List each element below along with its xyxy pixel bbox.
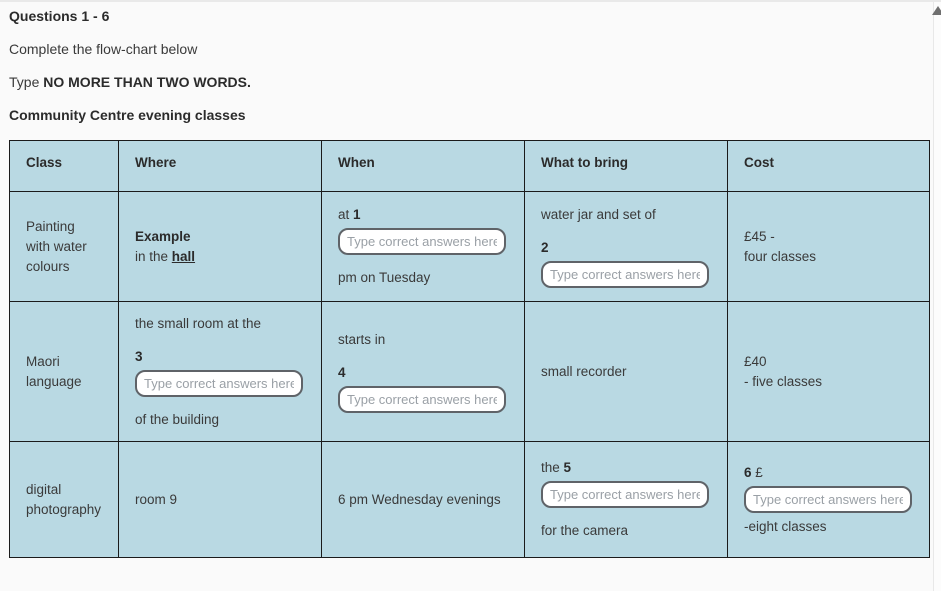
instruction-complete: Complete the flow-chart below (9, 41, 198, 57)
example-answer-line: in the hall (135, 248, 196, 264)
scrollbar-track[interactable] (933, 2, 941, 591)
table-row (10, 302, 930, 442)
answer-input-q1[interactable] (338, 228, 506, 255)
word-limit-prefix: Type (9, 74, 44, 90)
cell-r1-when (322, 192, 525, 302)
table-row (10, 442, 930, 558)
cell-r1-where (119, 192, 322, 302)
cell-r1-bring (525, 192, 728, 302)
intro-section (9, 8, 932, 124)
question-3-text: the small room at the (135, 315, 262, 331)
col-header-what-to-bring: What to bring (525, 141, 728, 192)
when-text: 6 pm Wednesday evenings (338, 491, 501, 507)
cell-r3-class (10, 442, 119, 558)
example-label: Example (135, 228, 191, 244)
answer-input-q6[interactable] (744, 486, 912, 513)
col-header-cost: Cost (728, 141, 930, 192)
currency-symbol: £ (751, 464, 763, 480)
cost-amount: £40 (744, 353, 767, 369)
question-1-suffix: pm on Tuesday (338, 270, 431, 285)
exercise-panel (0, 2, 941, 558)
cell-r3-when (322, 442, 525, 558)
classes-table (9, 140, 930, 558)
answer-input-q4[interactable] (338, 386, 506, 413)
cell-r3-where (119, 442, 322, 558)
question-3-suffix: of the building (135, 411, 220, 427)
cell-r1-cost (728, 192, 930, 302)
answer-input-q3[interactable] (135, 370, 303, 397)
question-6-label (744, 463, 913, 483)
question-number: 4 (338, 365, 346, 380)
cell-r1-class (10, 192, 119, 302)
word-limit-bold: NO MORE THAN TWO WORDS. (43, 74, 251, 90)
question-number: 6 (744, 464, 752, 480)
questions-range-title: Questions 1 - 6 (9, 8, 110, 24)
question-1-label: at 1 (338, 207, 361, 222)
question-5-suffix: for the camera (541, 523, 629, 538)
table-row (10, 192, 930, 302)
cell-r2-when (322, 302, 525, 442)
cost-amount: £45 - (744, 228, 775, 244)
answer-input-q2[interactable] (541, 261, 709, 288)
cell-r2-where (119, 302, 322, 442)
cell-r3-cost (728, 442, 930, 558)
answer-input-q5[interactable] (541, 481, 709, 508)
question-5-label: the 5 (541, 460, 572, 475)
cell-r2-class (10, 302, 119, 442)
example-answer-word: hall (171, 248, 196, 264)
scroll-up-icon[interactable] (932, 6, 941, 15)
col-header-class: Class (10, 141, 119, 192)
cell-r3-bring (525, 442, 728, 558)
cell-r2-cost (728, 302, 930, 442)
cost-detail: four classes (744, 248, 817, 264)
header-row (10, 141, 930, 192)
col-header-when: When (322, 141, 525, 192)
question-number: 1 (353, 207, 361, 222)
class-name: Painting with water colours (26, 218, 87, 274)
question-4-text: starts in (338, 332, 386, 347)
class-name: digital photography (26, 481, 102, 517)
instruction-word-limit (9, 74, 932, 91)
bring-text: small recorder (541, 363, 627, 379)
table-title: Community Centre evening classes (9, 107, 246, 123)
question-2-text: water jar and set of (541, 207, 656, 222)
question-number: 5 (563, 460, 572, 475)
question-number: 3 (135, 348, 143, 364)
cell-r2-bring (525, 302, 728, 442)
where-text: room 9 (135, 491, 178, 507)
question-6-suffix: -eight classes (744, 518, 827, 534)
cost-detail: - five classes (744, 373, 823, 389)
class-name: Maori language (26, 353, 82, 389)
question-number: 2 (541, 240, 549, 255)
col-header-where: Where (119, 141, 322, 192)
